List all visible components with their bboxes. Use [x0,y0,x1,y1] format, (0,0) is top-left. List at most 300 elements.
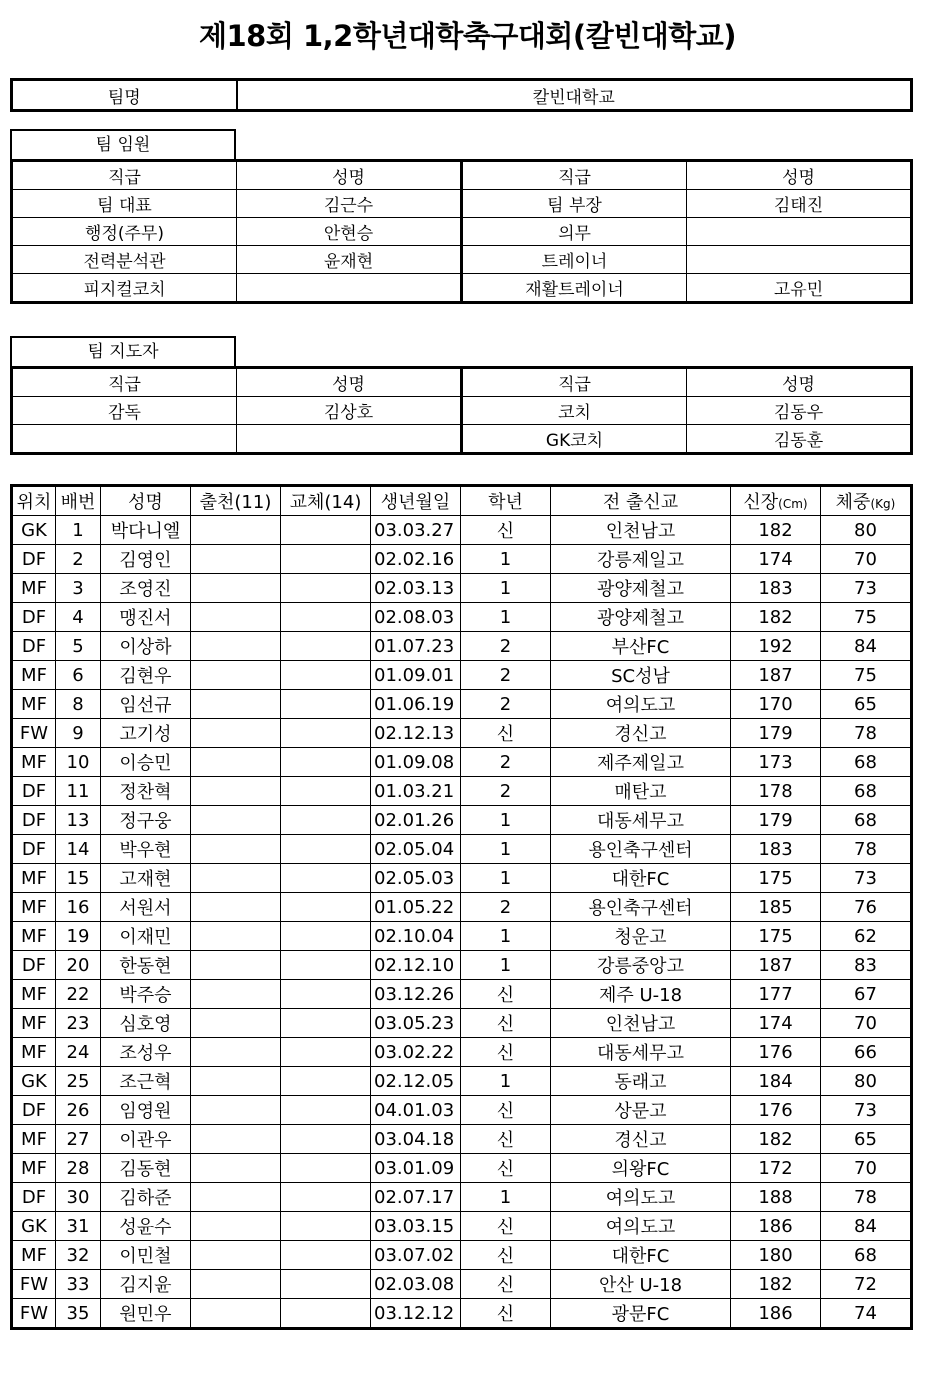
team-name-label: 팀명 [12,80,237,111]
player-dob: 01.09.08 [371,748,461,777]
player-name: 한동현 [101,951,191,980]
player-weight: 73 [821,1096,912,1125]
player-school: 대한FC [551,1241,731,1270]
officials-cell-name-2 [687,246,912,274]
player-school: 매탄고 [551,777,731,806]
player-number: 5 [56,632,101,661]
player-school: 안산 U-18 [551,1270,731,1299]
player-dob: 02.03.08 [371,1270,461,1299]
player-height: 174 [731,545,821,574]
player-weight: 76 [821,893,912,922]
player-name: 맹진서 [101,603,191,632]
player-weight: 70 [821,1009,912,1038]
player-start [191,835,281,864]
player-school: 용인축구센터 [551,893,731,922]
player-height: 175 [731,864,821,893]
coaches-section-title: 팀 지도자 [10,336,236,366]
officials-cell-title: 행정(주무) [12,218,237,246]
player-position: DF [12,632,56,661]
player-number: 26 [56,1096,101,1125]
coaches-header-row [12,368,912,397]
player-name: 김현우 [101,661,191,690]
player-sub [281,574,371,603]
player-height: 183 [731,835,821,864]
player-start [191,1125,281,1154]
player-height: 183 [731,574,821,603]
player-name: 심호영 [101,1009,191,1038]
officials-row [12,190,912,218]
player-weight: 62 [821,922,912,951]
col-sub-header: 교체(14) [281,486,371,516]
player-start [191,1183,281,1212]
player-height: 187 [731,661,821,690]
player-weight: 68 [821,806,912,835]
player-sub [281,1183,371,1212]
table-row [12,1096,912,1125]
player-number: 11 [56,777,101,806]
player-start [191,951,281,980]
player-sub [281,603,371,632]
player-name: 고기성 [101,719,191,748]
table-row [12,603,912,632]
table-row [12,893,912,922]
player-start [191,603,281,632]
roster-header-row [12,486,912,516]
player-weight: 78 [821,835,912,864]
player-name: 이관우 [101,1125,191,1154]
player-weight: 75 [821,661,912,690]
player-grade: 신 [461,1154,551,1183]
player-sub [281,864,371,893]
player-sub [281,980,371,1009]
coaches-header-name: 성명 [237,368,462,397]
player-weight: 84 [821,1212,912,1241]
player-sub [281,1212,371,1241]
coaches-cell-title-2: 코치 [462,397,687,425]
player-position: GK [12,1067,56,1096]
player-name: 조영진 [101,574,191,603]
player-position: FW [12,719,56,748]
player-dob: 01.03.21 [371,777,461,806]
coaches-table [10,366,913,455]
player-start [191,777,281,806]
player-dob: 01.09.01 [371,661,461,690]
coaches-cell-name [237,425,462,454]
officials-table [10,159,913,304]
player-height: 182 [731,516,821,545]
player-position: DF [12,835,56,864]
player-grade: 신 [461,719,551,748]
player-dob: 03.01.09 [371,1154,461,1183]
table-row [12,864,912,893]
player-height: 184 [731,1067,821,1096]
player-position: DF [12,603,56,632]
player-sub [281,1038,371,1067]
officials-section-title: 팀 임원 [10,129,236,159]
player-weight: 70 [821,1154,912,1183]
player-position: MF [12,1038,56,1067]
player-number: 1 [56,516,101,545]
player-dob: 03.04.18 [371,1125,461,1154]
player-grade: 신 [461,1009,551,1038]
height-unit: (Cm) [778,497,808,511]
table-row [12,748,912,777]
player-number: 33 [56,1270,101,1299]
player-height: 186 [731,1212,821,1241]
player-start [191,1212,281,1241]
table-row [12,951,912,980]
table-row [12,777,912,806]
table-row [12,980,912,1009]
player-start [191,748,281,777]
table-row [12,806,912,835]
officials-cell-title-2: 트레이너 [462,246,687,274]
coaches-cell-name: 김상호 [237,397,462,425]
player-grade: 1 [461,835,551,864]
player-name: 조근혁 [101,1067,191,1096]
player-number: 23 [56,1009,101,1038]
player-school: 경신고 [551,1125,731,1154]
player-number: 9 [56,719,101,748]
player-position: MF [12,893,56,922]
officials-cell-title-2: 팀 부장 [462,190,687,218]
player-sub [281,777,371,806]
col-start-header: 출천(11) [191,486,281,516]
player-dob: 03.12.12 [371,1299,461,1329]
player-height: 172 [731,1154,821,1183]
player-grade: 1 [461,545,551,574]
player-height: 176 [731,1038,821,1067]
player-weight: 84 [821,632,912,661]
player-school: 인천남고 [551,1009,731,1038]
player-start [191,516,281,545]
player-weight: 78 [821,1183,912,1212]
player-number: 10 [56,748,101,777]
coaches-cell-title: 감독 [12,397,237,425]
player-school: 용인축구센터 [551,835,731,864]
player-sub [281,719,371,748]
table-row [12,1241,912,1270]
player-name: 원민우 [101,1299,191,1329]
player-dob: 03.05.23 [371,1009,461,1038]
player-number: 16 [56,893,101,922]
player-school: 청운고 [551,922,731,951]
player-position: MF [12,748,56,777]
player-number: 22 [56,980,101,1009]
player-weight: 67 [821,980,912,1009]
player-start [191,806,281,835]
player-position: MF [12,574,56,603]
player-sub [281,545,371,574]
table-row [12,1183,912,1212]
officials-header-name-2: 성명 [687,161,912,190]
team-name-table [10,78,913,112]
player-name: 임영원 [101,1096,191,1125]
player-weight: 66 [821,1038,912,1067]
player-grade: 신 [461,1241,551,1270]
page-title: 제18회 1,2학년대학축구대회(칼빈대학교) [198,19,737,53]
player-position: MF [12,864,56,893]
player-sub [281,806,371,835]
player-height: 185 [731,893,821,922]
officials-cell-title-2: 재활트레이너 [462,274,687,303]
officials-header-title: 직급 [12,161,237,190]
table-row [12,1125,912,1154]
player-school: 경신고 [551,719,731,748]
player-weight: 68 [821,1241,912,1270]
player-dob: 02.12.10 [371,951,461,980]
player-grade: 신 [461,980,551,1009]
player-weight: 68 [821,748,912,777]
player-school: 인천남고 [551,516,731,545]
player-position: DF [12,806,56,835]
player-start [191,632,281,661]
player-weight: 65 [821,1125,912,1154]
player-name: 김지윤 [101,1270,191,1299]
player-sub [281,1241,371,1270]
player-position: MF [12,690,56,719]
officials-cell-name-2: 김태진 [687,190,912,218]
player-sub [281,1067,371,1096]
player-dob: 02.12.05 [371,1067,461,1096]
col-grade-header: 학년 [461,486,551,516]
player-sub [281,1154,371,1183]
player-dob: 02.08.03 [371,603,461,632]
coaches-header-title: 직급 [12,368,237,397]
weight-label: 체중 [835,492,871,513]
player-weight: 70 [821,545,912,574]
player-height: 186 [731,1299,821,1329]
officials-cell-title: 팀 대표 [12,190,237,218]
table-row [12,1067,912,1096]
player-start [191,1241,281,1270]
player-number: 14 [56,835,101,864]
height-label: 신장 [743,492,779,513]
player-grade: 1 [461,951,551,980]
player-start [191,1299,281,1329]
player-dob: 03.07.02 [371,1241,461,1270]
player-name: 이민철 [101,1241,191,1270]
col-position-header: 위치 [12,486,56,516]
player-school: 강릉중앙고 [551,951,731,980]
player-sub [281,893,371,922]
officials-header-name: 성명 [237,161,462,190]
coaches-cell-title [12,425,237,454]
player-height: 192 [731,632,821,661]
player-number: 27 [56,1125,101,1154]
player-sub [281,1096,371,1125]
player-grade: 2 [461,748,551,777]
player-number: 19 [56,922,101,951]
player-sub [281,632,371,661]
player-school: 광양제철고 [551,574,731,603]
player-grade: 1 [461,806,551,835]
player-school: 여의도고 [551,1183,731,1212]
col-dob-header: 생년월일 [371,486,461,516]
player-sub [281,1299,371,1329]
player-position: DF [12,951,56,980]
player-height: 174 [731,1009,821,1038]
player-start [191,893,281,922]
player-number: 32 [56,1241,101,1270]
player-school: 강릉제일고 [551,545,731,574]
player-grade: 신 [461,1299,551,1329]
player-start [191,980,281,1009]
player-height: 177 [731,980,821,1009]
player-height: 182 [731,1125,821,1154]
table-row [12,719,912,748]
player-school: 동래고 [551,1067,731,1096]
player-sub [281,1270,371,1299]
player-number: 24 [56,1038,101,1067]
player-sub [281,1009,371,1038]
player-grade: 2 [461,661,551,690]
player-position: FW [12,1270,56,1299]
player-position: MF [12,922,56,951]
player-start [191,545,281,574]
col-number-header: 배번 [56,486,101,516]
officials-row [12,218,912,246]
player-number: 4 [56,603,101,632]
player-dob: 03.12.26 [371,980,461,1009]
player-dob: 04.01.03 [371,1096,461,1125]
player-school: 상문고 [551,1096,731,1125]
coaches-cell-title-2: GK코치 [462,425,687,454]
player-sub [281,1125,371,1154]
officials-cell-title-2: 의무 [462,218,687,246]
player-grade: 1 [461,603,551,632]
table-row [12,835,912,864]
player-weight: 73 [821,864,912,893]
player-name: 정구웅 [101,806,191,835]
player-dob: 02.01.26 [371,806,461,835]
officials-cell-title: 전력분석관 [12,246,237,274]
player-name: 정찬혁 [101,777,191,806]
player-weight: 74 [821,1299,912,1329]
coaches-cell-name-2: 김동훈 [687,425,912,454]
player-name: 박우현 [101,835,191,864]
player-dob: 01.05.22 [371,893,461,922]
player-grade: 1 [461,864,551,893]
player-height: 179 [731,719,821,748]
table-row [12,545,912,574]
player-height: 188 [731,1183,821,1212]
col-weight-header [821,486,912,516]
player-start [191,1009,281,1038]
player-grade: 1 [461,922,551,951]
coaches-cell-name-2: 김동우 [687,397,912,425]
player-school: SC성남 [551,661,731,690]
player-number: 2 [56,545,101,574]
officials-cell-name-2: 고유민 [687,274,912,303]
player-position: MF [12,1009,56,1038]
player-height: 173 [731,748,821,777]
player-weight: 83 [821,951,912,980]
player-dob: 03.03.27 [371,516,461,545]
player-sub [281,835,371,864]
player-weight: 80 [821,516,912,545]
player-start [191,690,281,719]
table-row [12,516,912,545]
player-dob: 02.05.03 [371,864,461,893]
player-name: 이승민 [101,748,191,777]
player-school: 여의도고 [551,1212,731,1241]
player-position: DF [12,1096,56,1125]
player-name: 성윤수 [101,1212,191,1241]
table-row [12,1154,912,1183]
officials-cell-name: 윤재현 [237,246,462,274]
player-sub [281,748,371,777]
player-number: 25 [56,1067,101,1096]
player-dob: 02.07.17 [371,1183,461,1212]
player-grade: 1 [461,1067,551,1096]
player-dob: 02.10.04 [371,922,461,951]
player-height: 175 [731,922,821,951]
player-dob: 03.03.15 [371,1212,461,1241]
player-name: 고재현 [101,864,191,893]
player-name: 김하준 [101,1183,191,1212]
roster-table [10,484,913,1330]
player-name: 김영인 [101,545,191,574]
player-grade: 신 [461,1096,551,1125]
player-weight: 65 [821,690,912,719]
officials-cell-name [237,274,462,303]
col-name-header: 성명 [101,486,191,516]
player-position: DF [12,1183,56,1212]
player-name: 김동현 [101,1154,191,1183]
table-row [12,1009,912,1038]
player-grade: 2 [461,777,551,806]
player-height: 182 [731,603,821,632]
team-name-value: 칼빈대학교 [237,80,912,111]
player-name: 임선규 [101,690,191,719]
table-row [12,1299,912,1329]
player-start [191,1096,281,1125]
player-height: 182 [731,1270,821,1299]
player-grade: 1 [461,1183,551,1212]
table-row [12,661,912,690]
player-school: 대한FC [551,864,731,893]
player-weight: 80 [821,1067,912,1096]
officials-cell-name: 안현승 [237,218,462,246]
col-school-header: 전 출신교 [551,486,731,516]
officials-row [12,246,912,274]
player-height: 179 [731,806,821,835]
player-grade: 신 [461,1270,551,1299]
officials-cell-name: 김근수 [237,190,462,218]
player-position: DF [12,545,56,574]
player-grade: 신 [461,1125,551,1154]
player-grade: 2 [461,690,551,719]
player-start [191,661,281,690]
officials-header-title-2: 직급 [462,161,687,190]
player-number: 3 [56,574,101,603]
player-weight: 75 [821,603,912,632]
player-name: 박주승 [101,980,191,1009]
player-number: 20 [56,951,101,980]
player-height: 176 [731,1096,821,1125]
player-sub [281,690,371,719]
player-number: 31 [56,1212,101,1241]
player-name: 서원서 [101,893,191,922]
player-school: 대동세무고 [551,806,731,835]
player-grade: 신 [461,516,551,545]
player-number: 35 [56,1299,101,1329]
player-number: 8 [56,690,101,719]
player-name: 조성우 [101,1038,191,1067]
player-grade: 2 [461,893,551,922]
player-name: 이상하 [101,632,191,661]
